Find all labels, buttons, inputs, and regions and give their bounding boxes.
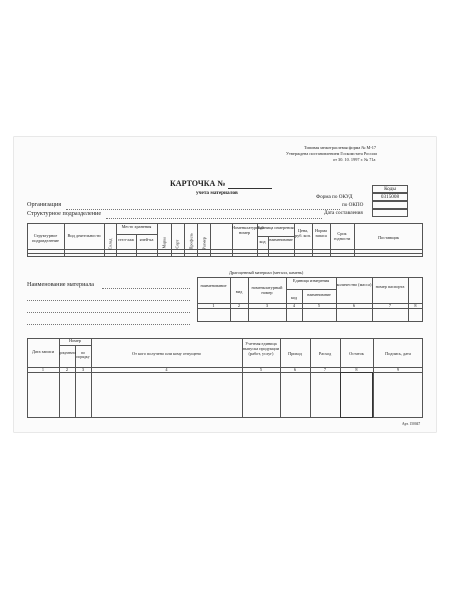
t2-num: 8 xyxy=(355,367,358,372)
t2-num: 5 xyxy=(259,367,263,372)
date-label: Дата составления xyxy=(324,210,363,216)
precious-num: 4 xyxy=(292,303,296,308)
precious-col-name: наименование xyxy=(200,283,227,288)
codes-header: Коды xyxy=(372,185,408,193)
material-name-label: Наименование материала xyxy=(27,281,95,288)
precious-num: 2 xyxy=(237,303,241,308)
col-unit-name: наименование xyxy=(269,238,293,242)
col-unit: Единица измерения xyxy=(257,225,294,230)
t2-col-unit: Учетная единица выпуска продукции (работ, услуг) xyxy=(242,341,280,356)
t2-col-date: Дата записи xyxy=(32,349,54,354)
t2-col-rest: Остаток xyxy=(349,351,364,356)
precious-col-unit: Единица измерения xyxy=(292,278,330,283)
col-activity: Вид деятельности xyxy=(67,233,101,238)
t2-num: 3 xyxy=(81,367,85,372)
col-cell: ячей-ка xyxy=(139,237,154,242)
col-supplier: Поставщик xyxy=(378,235,399,240)
t2-col-from: От кого получено или кому отпущено xyxy=(131,351,201,356)
t2-num: 9 xyxy=(396,367,400,372)
card-form-sheet xyxy=(14,137,436,432)
card-title: КАРТОЧКА № xyxy=(170,179,226,188)
form-type-text: Типовая межотраслевая форма № М-17 xyxy=(304,145,377,150)
t2-col-in: Приход xyxy=(288,351,302,356)
col-unit-code: код xyxy=(259,239,266,244)
col-rack: стел-лаж xyxy=(117,237,135,242)
precious-col-qty: количество (масса) xyxy=(336,282,372,287)
precious-num: 8 xyxy=(414,303,417,308)
card-subtitle: учета материалов xyxy=(196,190,238,196)
date-cell[interactable] xyxy=(372,209,408,217)
precious-col-type: вид xyxy=(235,289,243,294)
t2-col-sign: Подпись, дата xyxy=(385,351,411,356)
col-price: Цена, руб. коп. xyxy=(295,228,311,238)
t2-num: 1 xyxy=(41,367,45,372)
material-name-field[interactable] xyxy=(102,288,190,289)
article-number: Арт. 150047 xyxy=(402,422,421,426)
col-size: Размер xyxy=(201,237,207,250)
col-brand: Марка xyxy=(161,236,167,249)
okpo-code-cell[interactable] xyxy=(372,201,408,209)
col-nomen: Номенклатурный номер xyxy=(232,225,264,235)
org-label: Организация xyxy=(27,201,62,208)
t2-num: 4 xyxy=(165,367,168,372)
precious-col-nomen: номенклатурный номер xyxy=(251,285,283,295)
precious-col-unitname: наименование xyxy=(307,293,331,297)
col-warehouse: Склад xyxy=(107,238,113,250)
t2-col-doc: документа xyxy=(59,351,76,355)
t2-col-number: Номер xyxy=(69,338,81,343)
okud-label: Форма по ОКУД xyxy=(316,194,353,200)
precious-num: 5 xyxy=(317,303,321,308)
col-grade: Сорт xyxy=(174,239,180,249)
col-dept: Структурное подразделение xyxy=(32,233,59,243)
t2-num: 7 xyxy=(323,367,327,372)
precious-header: Драгоценный материал (металл, камень) xyxy=(229,270,304,275)
precious-num: 1 xyxy=(212,303,215,308)
col-profile: Профиль xyxy=(188,233,194,250)
t2-col-out: Расход xyxy=(318,351,332,356)
t2-num: 6 xyxy=(293,367,297,372)
approval-line1: Утверждена постановлением Госкомстата России xyxy=(286,151,377,156)
okpo-label: по ОКПО xyxy=(342,202,364,208)
col-storage: Место хранения xyxy=(121,224,152,229)
dept-label: Структурное подразделение xyxy=(27,210,102,217)
approval-line2: от 30. 10. 1997 г. № 71а xyxy=(333,157,376,162)
precious-num: 3 xyxy=(265,303,269,308)
okud-code-cell: 0315008 xyxy=(372,193,408,201)
precious-num: 6 xyxy=(352,303,356,308)
precious-num: 7 xyxy=(388,303,392,308)
rest-column-highlight xyxy=(340,372,373,418)
t2-num: 2 xyxy=(65,367,69,372)
org-field[interactable] xyxy=(66,209,340,210)
precious-col-code: код xyxy=(290,295,298,300)
dept-field[interactable] xyxy=(106,218,322,219)
col-expiry: Срок годности xyxy=(333,231,351,241)
t2-col-seq: по порядку xyxy=(76,351,90,360)
col-limit: Норма запаса xyxy=(315,228,327,238)
precious-col-passport: номер паспорта xyxy=(375,284,405,289)
